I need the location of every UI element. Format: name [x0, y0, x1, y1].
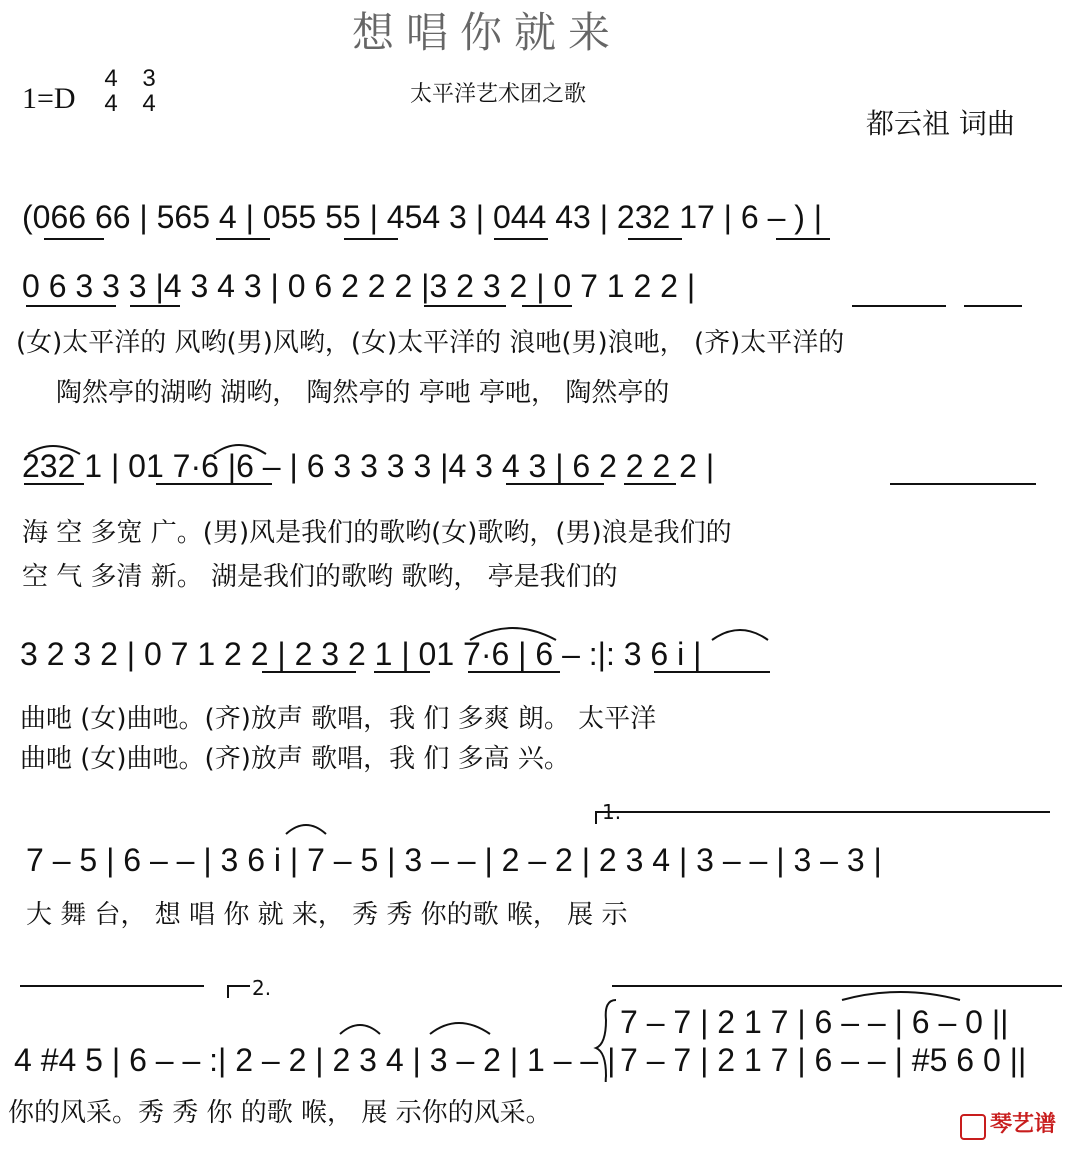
watermark-logo-icon: [960, 1114, 986, 1140]
notation-line: (066 66 | 565 4 | 055 55 | 454 3 | 044 43 | 232 17 | 6 – ) |: [22, 199, 823, 235]
time-sig-den: 4: [142, 90, 156, 118]
lyric-verse-2: 空 气 多清 新。 湖是我们的歌哟 歌哟， 亭是我们的: [22, 562, 618, 592]
time-signature-4-4: [100, 66, 122, 116]
time-signature-3-4: [138, 66, 160, 116]
ending-lower-line: 7 – 7 | 2 1 7 | 6 – – | #5 6 0 ||: [620, 1042, 1027, 1078]
lyric-verse-2: 曲吔 (女)曲吔。(齐)放声 歌唱，我 们 多高 兴。: [20, 744, 570, 774]
lyric-line: 大 舞 台， 想 唱 你 就 来， 秀 秀 你的歌 喉， 展 示: [26, 900, 628, 930]
time-sig-num: 3: [142, 65, 156, 92]
author-credit: 都云祖 词曲: [866, 107, 1015, 140]
lyric-verse-1: (女)太平洋的 风哟(男)风哟，(女)太平洋的 浪吔(男)浪吔， (齐)太平洋的: [16, 328, 845, 358]
lyric-verse-1: 曲吔 (女)曲吔。(齐)放声 歌唱，我 们 多爽 朗。 太平洋: [20, 704, 657, 734]
time-sig-num: 4: [104, 65, 118, 92]
lyric-verse-2: 陶然亭的湖哟 湖哟， 陶然亭的 亭吔 亭吔， 陶然亭的: [56, 378, 670, 408]
key-signature: 1=D: [22, 82, 76, 115]
volta-2-label: 2.: [252, 976, 272, 1000]
ending-upper-line: 7 – 7 | 2 1 7 | 6 – – | 6 – 0 ||: [620, 1004, 1009, 1040]
watermark-text: 琴艺谱: [990, 1112, 1057, 1137]
notation-line: 4 #4 5 | 6 – – :| 2 – 2 | 2 3 4 | 3 – 2 | 1 – – |: [14, 1042, 616, 1078]
time-sig-den: 4: [104, 90, 118, 118]
song-title: 想唱你就来: [352, 8, 623, 57]
lyric-line: 你的风采。秀 秀 你 的歌 喉， 展 示你的风采。: [8, 1098, 552, 1128]
notation-line: 7 – 5 | 6 – – | 3 6 i | 7 – 5 | 3 – – | 2 – 2 | 2 3 4 | 3 – – | 3 – 3 |: [26, 842, 882, 878]
notation-line: 3 2 3 2 | 0 7 1 2 2 | 2 3 2 1 | 01 7·6 | 6 – :|: 3 6 i |: [20, 636, 702, 672]
lyric-verse-1: 海 空 多宽 广。(男)风是我们的歌哟(女)歌哟，(男)浪是我们的: [22, 518, 732, 548]
volta-1-label: 1.: [602, 800, 622, 824]
song-subtitle: 太平洋艺术团之歌: [410, 82, 587, 107]
notation-line: 232 1 | 01 7·6 |6 – | 6 3 3 3 3 |4 3 4 3 | 6 2 2 2 2 |: [22, 448, 715, 484]
notation-line: 0 6 3 3 3 |4 3 4 3 | 0 6 2 2 2 |3 2 3 2 | 0 7 1 2 2 |: [22, 268, 696, 304]
